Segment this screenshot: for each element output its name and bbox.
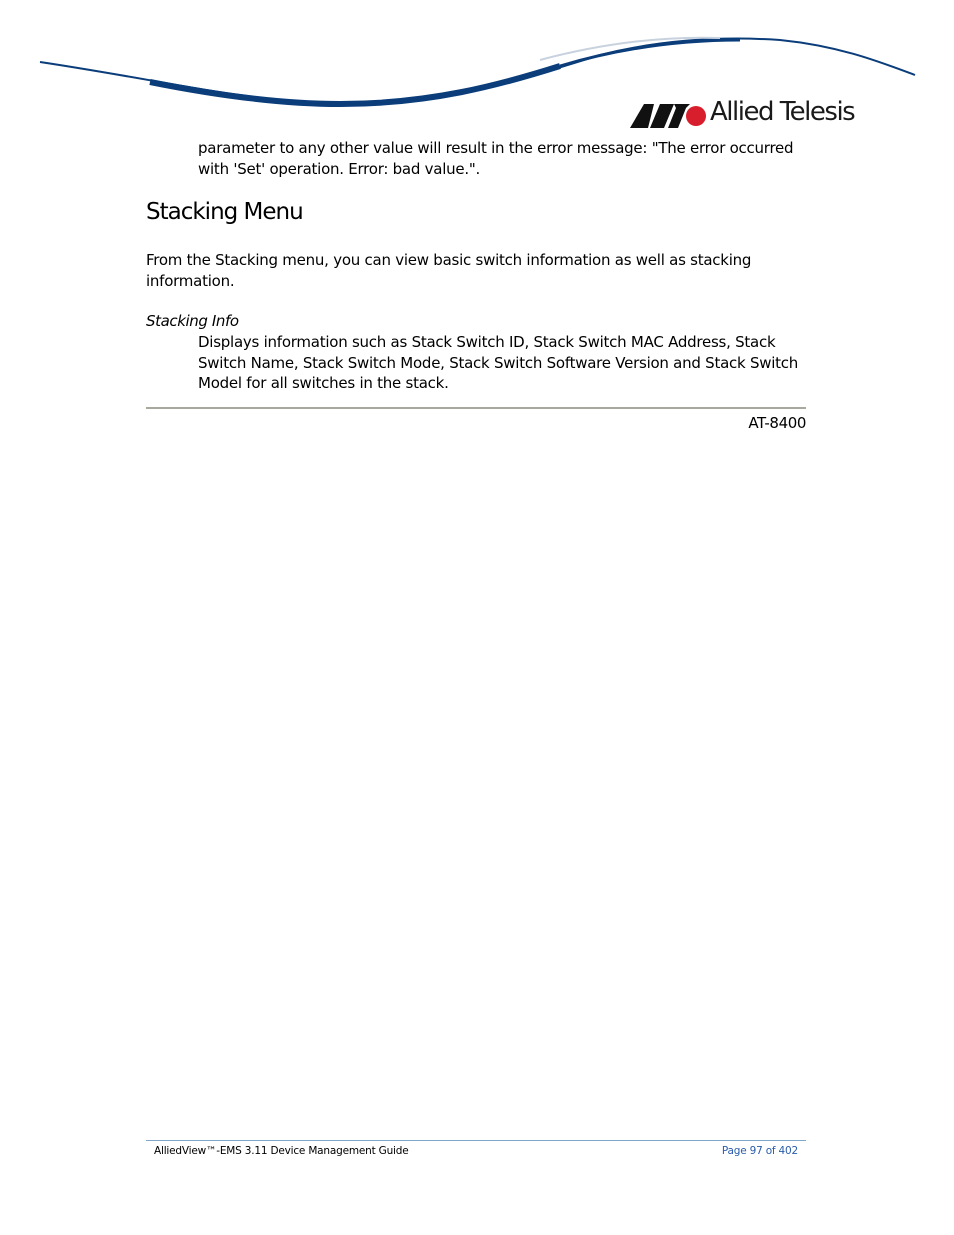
allied-telesis-logo-mark-icon [630, 104, 706, 128]
section-heading: Stacking Menu [146, 199, 303, 225]
model-label: AT-8400 [748, 414, 806, 432]
definition-description: Displays information such as Stack Switch ID, Stack Switch MAC Address, Stack Switch Name, Stack Switch Mode, Stack Switch Software Version and Stack Switch Model for all switches in the stack. [198, 333, 799, 392]
section-divider [146, 407, 806, 409]
footer-divider [146, 1140, 806, 1141]
footer-guide-title: AlliedView™-EMS 3.11 Device Management Guide [154, 1145, 409, 1157]
intro-paragraph: From the Stacking menu, you can view basic switch information as well as stacking information. [146, 251, 752, 290]
allied-telesis-logo [630, 97, 870, 132]
logo-wordmark: Allied Telesis [710, 97, 855, 127]
definition-term: Stacking Info [146, 312, 239, 330]
continued-paragraph: parameter to any other value will result in the error message: "The error occurred with 'Set' operation. Error: bad value.". [198, 139, 794, 178]
footer-page-number: Page 97 of 402 [721, 1145, 798, 1157]
